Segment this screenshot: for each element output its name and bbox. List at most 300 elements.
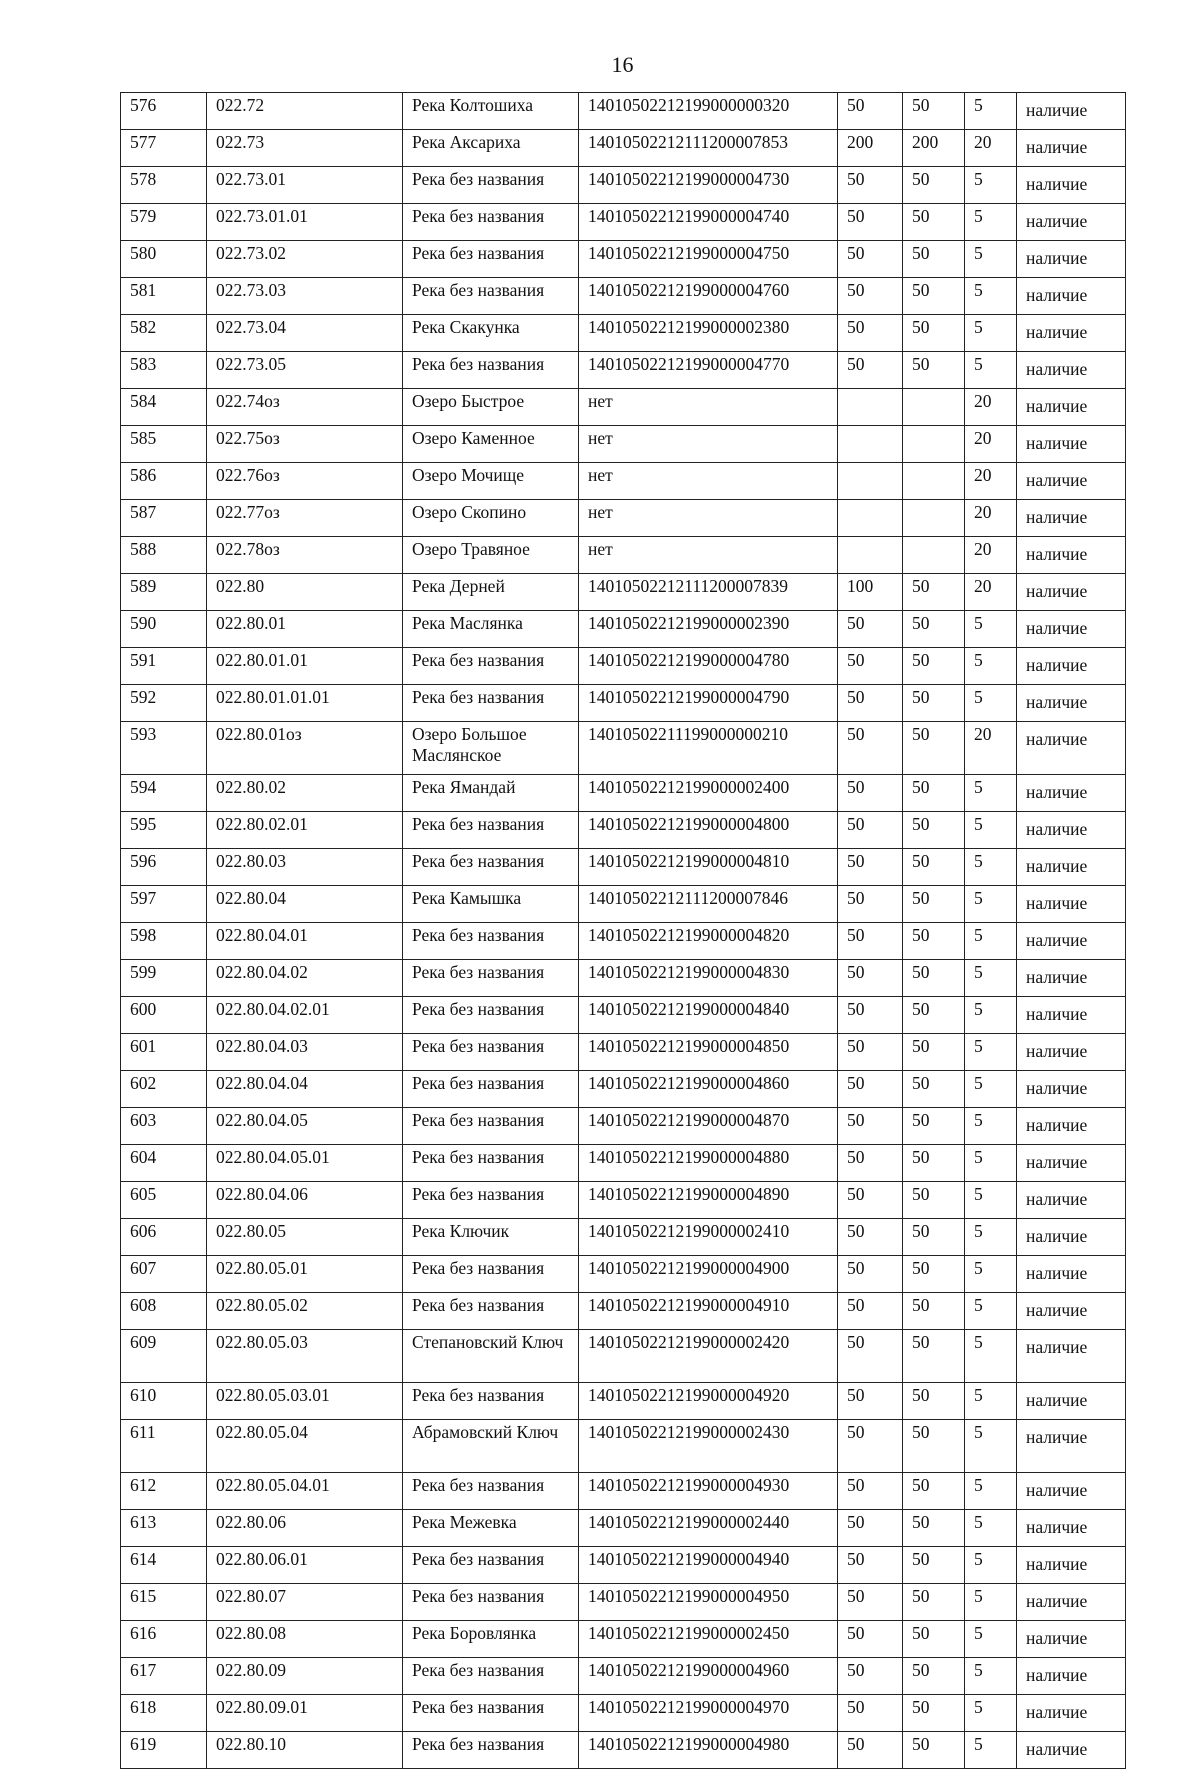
width-a-cell — [838, 426, 903, 463]
object-code-cell: 022.80.01.01 — [207, 648, 403, 685]
width-a-cell: 50 — [838, 849, 903, 886]
status-cell: наличие — [1017, 278, 1126, 315]
registry-code-cell: 14010502212199000004870 — [579, 1108, 838, 1145]
registry-code-cell: 14010502212199000002440 — [579, 1510, 838, 1547]
width-a-cell: 50 — [838, 775, 903, 812]
object-name-cell: Озеро Быстрое — [403, 389, 579, 426]
object-code-cell: 022.80.04.06 — [207, 1182, 403, 1219]
width-a-cell: 50 — [838, 722, 903, 775]
width-b-cell — [903, 463, 965, 500]
width-c-cell: 5 — [965, 1584, 1017, 1621]
status-cell: наличие — [1017, 775, 1126, 812]
width-a-cell: 50 — [838, 1383, 903, 1420]
registry-code-cell: 14010502211199000000210 — [579, 722, 838, 775]
row-number-cell: 618 — [121, 1695, 207, 1732]
row-number-cell: 601 — [121, 1034, 207, 1071]
status-cell: наличие — [1017, 886, 1126, 923]
row-number-cell: 599 — [121, 960, 207, 997]
registry-code-cell: 14010502212199000004970 — [579, 1695, 838, 1732]
table-row — [121, 278, 1126, 315]
object-name-cell: Река Скакунка — [403, 315, 579, 352]
row-number-cell: 616 — [121, 1621, 207, 1658]
row-number-cell: 602 — [121, 1071, 207, 1108]
object-name-cell: Река без названия — [403, 1473, 579, 1510]
width-a-cell: 50 — [838, 278, 903, 315]
object-name-cell: Река Маслянка — [403, 611, 579, 648]
row-number-cell: 584 — [121, 389, 207, 426]
object-code-cell: 022.73.01 — [207, 167, 403, 204]
row-number-cell: 608 — [121, 1293, 207, 1330]
width-a-cell: 50 — [838, 1071, 903, 1108]
object-name-cell: Река Межевка — [403, 1510, 579, 1547]
width-a-cell: 50 — [838, 1108, 903, 1145]
width-c-cell: 5 — [965, 1658, 1017, 1695]
object-name-cell: Река без названия — [403, 685, 579, 722]
table-row — [121, 923, 1126, 960]
registry-code-cell: 14010502212199000004940 — [579, 1547, 838, 1584]
width-a-cell: 50 — [838, 1621, 903, 1658]
object-code-cell: 022.80.02 — [207, 775, 403, 812]
width-a-cell: 50 — [838, 611, 903, 648]
object-name-cell: Озеро Мочище — [403, 463, 579, 500]
registry-code-cell: 14010502212199000004930 — [579, 1473, 838, 1510]
width-a-cell: 50 — [838, 1420, 903, 1473]
table-row — [121, 500, 1126, 537]
status-cell: наличие — [1017, 1182, 1126, 1219]
row-number-cell: 598 — [121, 923, 207, 960]
width-a-cell: 50 — [838, 1219, 903, 1256]
row-number-cell: 612 — [121, 1473, 207, 1510]
table-row — [121, 1293, 1126, 1330]
width-b-cell: 50 — [903, 1145, 965, 1182]
registry-code-cell: 14010502212199000004910 — [579, 1293, 838, 1330]
registry-code-cell: 14010502212199000004770 — [579, 352, 838, 389]
width-c-cell: 5 — [965, 685, 1017, 722]
width-a-cell — [838, 389, 903, 426]
table-row — [121, 463, 1126, 500]
registry-code-cell: 14010502212199000004840 — [579, 997, 838, 1034]
status-cell: наличие — [1017, 1510, 1126, 1547]
width-c-cell: 5 — [965, 775, 1017, 812]
status-cell: наличие — [1017, 1219, 1126, 1256]
table-row — [121, 426, 1126, 463]
object-code-cell: 022.73.01.01 — [207, 204, 403, 241]
object-code-cell: 022.74оз — [207, 389, 403, 426]
width-c-cell: 5 — [965, 315, 1017, 352]
object-code-cell: 022.80 — [207, 574, 403, 611]
registry-code-cell: 14010502212199000004860 — [579, 1071, 838, 1108]
width-c-cell: 20 — [965, 463, 1017, 500]
table-row — [121, 849, 1126, 886]
width-c-cell: 20 — [965, 130, 1017, 167]
object-name-cell: Река без названия — [403, 1071, 579, 1108]
row-number-cell: 617 — [121, 1658, 207, 1695]
row-number-cell: 580 — [121, 241, 207, 278]
row-number-cell: 595 — [121, 812, 207, 849]
row-number-cell: 582 — [121, 315, 207, 352]
object-code-cell: 022.80.04.02.01 — [207, 997, 403, 1034]
object-code-cell: 022.75оз — [207, 426, 403, 463]
width-a-cell: 50 — [838, 685, 903, 722]
width-c-cell: 5 — [965, 1510, 1017, 1547]
table-row — [121, 1621, 1126, 1658]
object-name-cell: Река Аксариха — [403, 130, 579, 167]
registry-code-cell: 14010502212199000004880 — [579, 1145, 838, 1182]
status-cell: наличие — [1017, 1473, 1126, 1510]
object-name-cell: Река Боровлянка — [403, 1621, 579, 1658]
width-c-cell: 5 — [965, 93, 1017, 130]
status-cell: наличие — [1017, 1547, 1126, 1584]
width-b-cell: 50 — [903, 812, 965, 849]
width-b-cell: 50 — [903, 1383, 965, 1420]
status-cell: наличие — [1017, 500, 1126, 537]
table-row — [121, 574, 1126, 611]
page-number: 16 — [611, 52, 634, 77]
object-name-cell: Река Ключик — [403, 1219, 579, 1256]
table-row — [121, 130, 1126, 167]
registry-code-cell: 14010502212199000004950 — [579, 1584, 838, 1621]
registry-code-cell: 14010502212199000004960 — [579, 1658, 838, 1695]
status-cell: наличие — [1017, 204, 1126, 241]
table-row — [121, 537, 1126, 574]
registry-code-cell: нет — [579, 426, 838, 463]
width-c-cell: 5 — [965, 1732, 1017, 1769]
row-number-cell: 587 — [121, 500, 207, 537]
width-a-cell: 50 — [838, 167, 903, 204]
width-a-cell: 50 — [838, 315, 903, 352]
table-row — [121, 241, 1126, 278]
table-row — [121, 812, 1126, 849]
object-code-cell: 022.80.05 — [207, 1219, 403, 1256]
registry-code-cell: 14010502212199000004810 — [579, 849, 838, 886]
width-a-cell: 50 — [838, 960, 903, 997]
object-code-cell: 022.80.05.01 — [207, 1256, 403, 1293]
width-b-cell: 50 — [903, 1584, 965, 1621]
width-b-cell — [903, 500, 965, 537]
width-b-cell: 50 — [903, 241, 965, 278]
width-a-cell: 50 — [838, 93, 903, 130]
object-name-cell: Река Дерней — [403, 574, 579, 611]
width-c-cell: 20 — [965, 574, 1017, 611]
width-b-cell — [903, 389, 965, 426]
status-cell: наличие — [1017, 923, 1126, 960]
registry-code-cell: 14010502212199000004800 — [579, 812, 838, 849]
object-name-cell: Озеро Большое Маслянское — [403, 722, 579, 775]
width-c-cell: 5 — [965, 204, 1017, 241]
object-name-cell: Река без названия — [403, 241, 579, 278]
table-row — [121, 685, 1126, 722]
row-number-cell: 590 — [121, 611, 207, 648]
width-a-cell: 50 — [838, 1658, 903, 1695]
table-row — [121, 1145, 1126, 1182]
table-row — [121, 722, 1126, 775]
width-b-cell: 50 — [903, 574, 965, 611]
width-c-cell: 5 — [965, 923, 1017, 960]
object-name-cell: Абрамовский Ключ — [403, 1420, 579, 1473]
width-c-cell: 20 — [965, 722, 1017, 775]
row-number-cell: 577 — [121, 130, 207, 167]
object-name-cell: Река Камышка — [403, 886, 579, 923]
registry-code-cell: 14010502212199000004890 — [579, 1182, 838, 1219]
status-cell: наличие — [1017, 130, 1126, 167]
width-a-cell: 50 — [838, 1293, 903, 1330]
registry-code-cell: нет — [579, 537, 838, 574]
object-name-cell: Река без названия — [403, 1256, 579, 1293]
width-c-cell: 5 — [965, 1145, 1017, 1182]
registry-code-cell: нет — [579, 463, 838, 500]
width-b-cell: 50 — [903, 1071, 965, 1108]
width-b-cell: 50 — [903, 1256, 965, 1293]
width-c-cell: 5 — [965, 278, 1017, 315]
status-cell: наличие — [1017, 1732, 1126, 1769]
width-b-cell: 50 — [903, 1420, 965, 1473]
object-name-cell: Река без названия — [403, 352, 579, 389]
object-code-cell: 022.80.05.04 — [207, 1420, 403, 1473]
width-c-cell: 5 — [965, 611, 1017, 648]
table-row — [121, 1658, 1126, 1695]
width-b-cell: 50 — [903, 1658, 965, 1695]
width-c-cell: 5 — [965, 997, 1017, 1034]
row-number-cell: 605 — [121, 1182, 207, 1219]
width-c-cell: 5 — [965, 1473, 1017, 1510]
status-cell: наличие — [1017, 1071, 1126, 1108]
width-b-cell: 50 — [903, 93, 965, 130]
width-c-cell: 5 — [965, 1219, 1017, 1256]
table-row — [121, 204, 1126, 241]
object-code-cell: 022.80.09.01 — [207, 1695, 403, 1732]
row-number-cell: 579 — [121, 204, 207, 241]
registry-code-cell: нет — [579, 389, 838, 426]
width-b-cell: 50 — [903, 1108, 965, 1145]
width-a-cell — [838, 500, 903, 537]
object-name-cell: Река без названия — [403, 997, 579, 1034]
status-cell: наличие — [1017, 1695, 1126, 1732]
width-a-cell: 50 — [838, 204, 903, 241]
row-number-cell: 594 — [121, 775, 207, 812]
status-cell: наличие — [1017, 1145, 1126, 1182]
registry-code-cell: 14010502212199000002410 — [579, 1219, 838, 1256]
width-c-cell: 5 — [965, 812, 1017, 849]
status-cell: наличие — [1017, 1584, 1126, 1621]
object-name-cell: Река без названия — [403, 849, 579, 886]
row-number-cell: 592 — [121, 685, 207, 722]
object-name-cell: Озеро Каменное — [403, 426, 579, 463]
status-cell: наличие — [1017, 648, 1126, 685]
width-b-cell: 50 — [903, 1330, 965, 1383]
object-name-cell: Река без названия — [403, 1182, 579, 1219]
width-b-cell: 200 — [903, 130, 965, 167]
width-c-cell: 5 — [965, 1034, 1017, 1071]
registry-code-cell: 14010502212199000004920 — [579, 1383, 838, 1420]
table-row — [121, 1420, 1126, 1473]
registry-code-cell: 14010502212199000004850 — [579, 1034, 838, 1071]
row-number-cell: 583 — [121, 352, 207, 389]
status-cell: наличие — [1017, 352, 1126, 389]
table-row — [121, 1034, 1126, 1071]
status-cell: наличие — [1017, 574, 1126, 611]
object-name-cell: Река без названия — [403, 1658, 579, 1695]
width-b-cell: 50 — [903, 1182, 965, 1219]
table-row — [121, 352, 1126, 389]
width-c-cell: 5 — [965, 1383, 1017, 1420]
object-code-cell: 022.80.09 — [207, 1658, 403, 1695]
table-row — [121, 1071, 1126, 1108]
object-name-cell: Река без названия — [403, 1547, 579, 1584]
object-name-cell: Река без названия — [403, 1293, 579, 1330]
row-number-cell: 613 — [121, 1510, 207, 1547]
registry-code-cell: 14010502212199000002390 — [579, 611, 838, 648]
registry-code-cell: 14010502212199000004740 — [579, 204, 838, 241]
object-code-cell: 022.73.03 — [207, 278, 403, 315]
table-row — [121, 997, 1126, 1034]
table-row — [121, 960, 1126, 997]
row-number-cell: 614 — [121, 1547, 207, 1584]
width-a-cell: 50 — [838, 241, 903, 278]
registry-code-cell: 14010502212199000004790 — [579, 685, 838, 722]
status-cell: наличие — [1017, 997, 1126, 1034]
object-code-cell: 022.80.04.05.01 — [207, 1145, 403, 1182]
registry-code-cell: 14010502212199000002400 — [579, 775, 838, 812]
object-code-cell: 022.80.03 — [207, 849, 403, 886]
object-code-cell: 022.80.04.04 — [207, 1071, 403, 1108]
width-b-cell: 50 — [903, 648, 965, 685]
table-row — [121, 1510, 1126, 1547]
row-number-cell: 609 — [121, 1330, 207, 1383]
row-number-cell: 597 — [121, 886, 207, 923]
width-c-cell: 5 — [965, 1108, 1017, 1145]
object-code-cell: 022.80.10 — [207, 1732, 403, 1769]
object-code-cell: 022.77оз — [207, 500, 403, 537]
table-row — [121, 1473, 1126, 1510]
width-c-cell: 5 — [965, 886, 1017, 923]
object-name-cell: Степановский Ключ — [403, 1330, 579, 1383]
width-b-cell: 50 — [903, 849, 965, 886]
width-a-cell: 50 — [838, 1145, 903, 1182]
object-name-cell: Река Ямандай — [403, 775, 579, 812]
object-code-cell: 022.80.04.01 — [207, 923, 403, 960]
width-c-cell: 5 — [965, 1256, 1017, 1293]
object-code-cell: 022.80.01оз — [207, 722, 403, 775]
status-cell: наличие — [1017, 1621, 1126, 1658]
width-c-cell: 5 — [965, 1071, 1017, 1108]
width-b-cell: 50 — [903, 1732, 965, 1769]
object-code-cell: 022.76оз — [207, 463, 403, 500]
width-b-cell: 50 — [903, 167, 965, 204]
object-code-cell: 022.80.04.02 — [207, 960, 403, 997]
object-code-cell: 022.80.05.02 — [207, 1293, 403, 1330]
status-cell: наличие — [1017, 241, 1126, 278]
object-name-cell: Река без названия — [403, 1584, 579, 1621]
table-row — [121, 1732, 1126, 1769]
object-code-cell: 022.80.05.03 — [207, 1330, 403, 1383]
table-row — [121, 1182, 1126, 1219]
width-a-cell: 200 — [838, 130, 903, 167]
table-row — [121, 1108, 1126, 1145]
registry-code-cell: 14010502212199000004900 — [579, 1256, 838, 1293]
object-code-cell: 022.80.06 — [207, 1510, 403, 1547]
registry-code-cell: 14010502212199000002430 — [579, 1420, 838, 1473]
width-c-cell: 20 — [965, 389, 1017, 426]
object-name-cell: Река без названия — [403, 204, 579, 241]
width-b-cell — [903, 426, 965, 463]
width-c-cell: 5 — [965, 648, 1017, 685]
status-cell: наличие — [1017, 849, 1126, 886]
object-name-cell: Озеро Травяное — [403, 537, 579, 574]
registry-code-cell: 14010502212199000002380 — [579, 315, 838, 352]
width-c-cell: 5 — [965, 1547, 1017, 1584]
object-code-cell: 022.73 — [207, 130, 403, 167]
row-number-cell: 585 — [121, 426, 207, 463]
object-name-cell: Река без названия — [403, 1108, 579, 1145]
registry-code-cell: 14010502212199000002450 — [579, 1621, 838, 1658]
width-b-cell: 50 — [903, 1695, 965, 1732]
width-c-cell: 5 — [965, 1330, 1017, 1383]
width-b-cell: 50 — [903, 722, 965, 775]
object-name-cell: Река без названия — [403, 1695, 579, 1732]
object-code-cell: 022.72 — [207, 93, 403, 130]
width-a-cell: 50 — [838, 923, 903, 960]
table-row — [121, 1695, 1126, 1732]
status-cell: наличие — [1017, 93, 1126, 130]
registry-code-cell: 14010502212199000000320 — [579, 93, 838, 130]
table-row — [121, 1584, 1126, 1621]
width-b-cell: 50 — [903, 775, 965, 812]
status-cell: наличие — [1017, 1658, 1126, 1695]
object-code-cell: 022.80.05.03.01 — [207, 1383, 403, 1420]
width-c-cell: 5 — [965, 1420, 1017, 1473]
object-code-cell: 022.80.04 — [207, 886, 403, 923]
object-code-cell: 022.80.01.01.01 — [207, 685, 403, 722]
object-name-cell: Река без названия — [403, 648, 579, 685]
object-code-cell: 022.73.05 — [207, 352, 403, 389]
width-b-cell: 50 — [903, 1473, 965, 1510]
width-a-cell: 50 — [838, 886, 903, 923]
registry-code-cell: нет — [579, 500, 838, 537]
width-b-cell: 50 — [903, 1219, 965, 1256]
width-b-cell: 50 — [903, 611, 965, 648]
status-cell: наличие — [1017, 960, 1126, 997]
registry-code-cell: 14010502212199000004730 — [579, 167, 838, 204]
row-number-cell: 606 — [121, 1219, 207, 1256]
width-c-cell: 5 — [965, 1621, 1017, 1658]
registry-code-cell: 14010502212199000004760 — [579, 278, 838, 315]
registry-code-cell: 14010502212111200007846 — [579, 886, 838, 923]
width-c-cell: 5 — [965, 849, 1017, 886]
table-row — [121, 315, 1126, 352]
status-cell: наличие — [1017, 1034, 1126, 1071]
registry-code-cell: 14010502212199000004750 — [579, 241, 838, 278]
width-a-cell: 50 — [838, 352, 903, 389]
status-cell: наличие — [1017, 463, 1126, 500]
table-row — [121, 648, 1126, 685]
table-row — [121, 167, 1126, 204]
object-code-cell: 022.80.08 — [207, 1621, 403, 1658]
width-b-cell: 50 — [903, 997, 965, 1034]
object-name-cell: Река без названия — [403, 1034, 579, 1071]
table-row — [121, 886, 1126, 923]
status-cell: наличие — [1017, 1108, 1126, 1145]
object-code-cell: 022.80.05.04.01 — [207, 1473, 403, 1510]
width-a-cell: 50 — [838, 1547, 903, 1584]
object-name-cell: Река без названия — [403, 1383, 579, 1420]
row-number-cell: 589 — [121, 574, 207, 611]
row-number-cell: 581 — [121, 278, 207, 315]
width-b-cell: 50 — [903, 278, 965, 315]
width-a-cell: 50 — [838, 812, 903, 849]
row-number-cell: 596 — [121, 849, 207, 886]
status-cell: наличие — [1017, 812, 1126, 849]
row-number-cell: 593 — [121, 722, 207, 775]
